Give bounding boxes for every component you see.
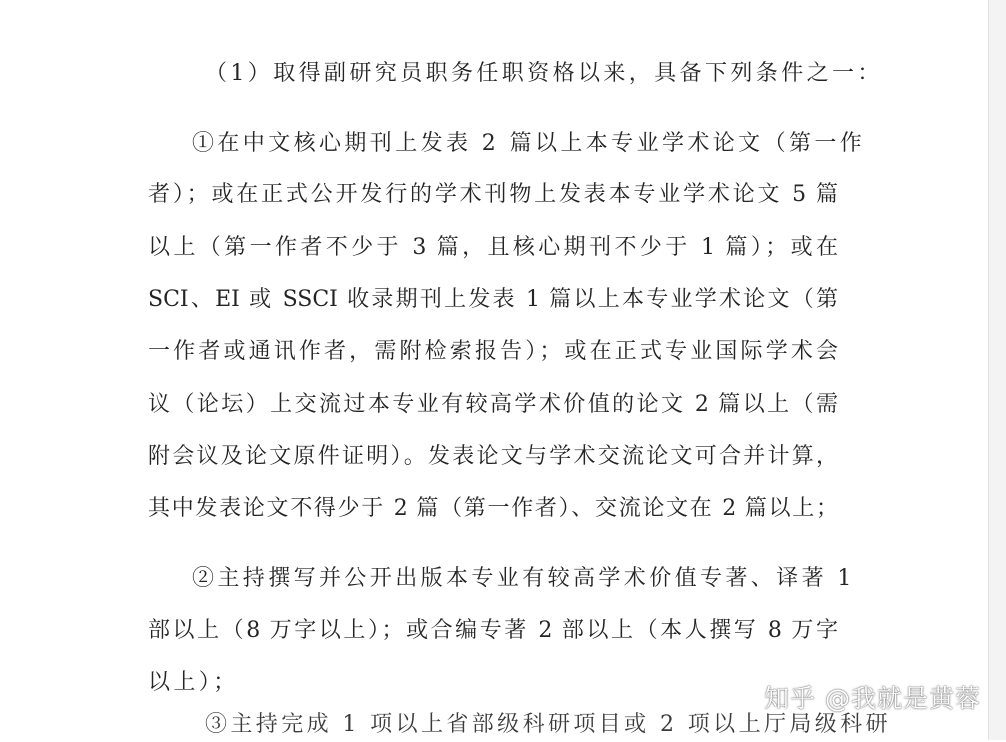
item1-line-6: 议（论坛）上交流过本专业有较高学术价值的论文 2 篇以上（需 <box>148 392 838 417</box>
item1-line-5: 一作者或通讯作者，需附检索报告）；或在正式专业国际学术会 <box>148 339 838 364</box>
item2-line-2: 部以上（8 万字以上）；或合编专著 2 部以上（本人撰写 8 万字 <box>148 618 838 643</box>
item2-line-3: 以上）； <box>148 670 239 695</box>
item3-cut-text: ③主持完成 1 项以上省部级科研项目或 2 项以上厅局级科研 <box>205 712 891 737</box>
item1-line-7: 附会议及论文原件证明）。发表论文与学术交流论文可合并计算， <box>148 444 838 469</box>
item1-line-1: ①在中文核心期刊上发表 2 篇以上本专业学术论文（第一作 <box>192 131 866 156</box>
item1-line-3: 以上（第一作者不少于 3 篇，且核心期刊不少于 1 篇）；或在 <box>148 235 838 260</box>
item1-line-8: 其中发表论文不得少于 2 篇（第一作者）、交流论文在 2 篇以上； <box>148 496 838 521</box>
item1-line-4: SCI、EI 或 SSCI 收录期刊上发表 1 篇以上本专业学术论文（第 <box>148 287 838 312</box>
zhihu-watermark: 知乎 @我就是黄蓉 <box>764 684 981 713</box>
section-heading: （1）取得副研究员职务任职资格以来，具备下列条件之一： <box>205 61 883 86</box>
page-gutter <box>988 0 1006 740</box>
item1-line-2: 者）；或在正式公开发行的学术刊物上发表本专业学术论文 5 篇 <box>148 182 838 207</box>
item2-line-1: ②主持撰写并公开出版本专业有较高学术价值专著、译著 1 <box>192 566 855 591</box>
item3-cut-line <box>205 712 891 740</box>
